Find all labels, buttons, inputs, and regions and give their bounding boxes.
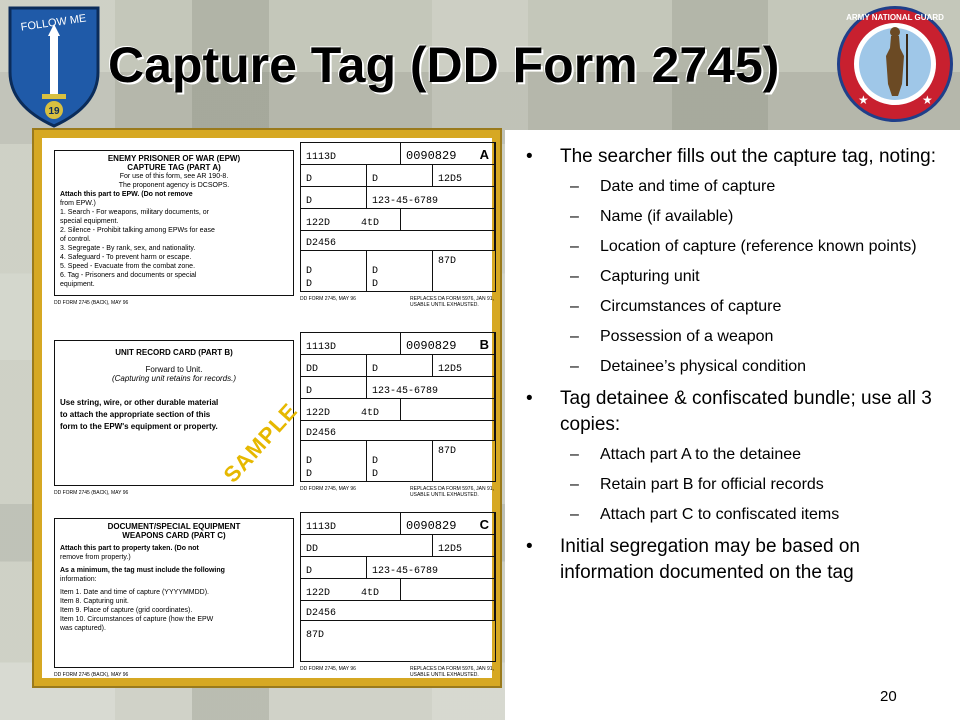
sub-bullet-item: – Retain part B for official records (570, 476, 824, 493)
part-b-unit-2: 4tD (361, 408, 380, 419)
bullet-list (520, 144, 950, 592)
sample-watermark: SAMPLE (218, 398, 303, 488)
slide-title: Capture Tag (DD Form 2745) (108, 37, 780, 93)
part-b-name-1: DD (306, 364, 319, 375)
sub-bullet-text: Possession of a weapon (600, 328, 774, 345)
sub-bullet-text: Capturing unit (600, 268, 700, 285)
part-a-title-1: ENEMY PRISONER OF WAR (EPW) (107, 154, 241, 163)
part-b-line: Forward to Unit. (145, 365, 203, 374)
form-part-a (50, 140, 494, 310)
form-sheet (42, 138, 492, 678)
part-b-serial: 0090829 (406, 339, 457, 353)
part-b-name-2: D (372, 364, 379, 375)
logo-number: 19 (48, 106, 60, 117)
sub-bullet-item: – Attach part A to the detainee (570, 446, 802, 463)
part-c-line: As a minimum, the tag must include the following (60, 567, 225, 574)
part-a-phys-2: D (372, 279, 379, 290)
part-a-title-2: CAPTURE TAG (PART A) (127, 163, 221, 172)
part-b-line: (Capturing unit retains for records.) (111, 374, 237, 383)
part-a-line: from EPW.) (60, 200, 96, 207)
part-b-footer-left: DD FORM 2745 (BACK), MAY 96 (54, 490, 129, 496)
part-a-line: of control. (60, 236, 91, 243)
part-c-footer-left: DD FORM 2745 (BACK), MAY 96 (54, 672, 129, 678)
sub-bullet-text: Location of capture (reference known points) (600, 238, 917, 255)
bullet-item: • Tag detainee & confiscated bundle; use all 3 copies: (520, 386, 950, 438)
sub-bullet-item: – Capturing unit (570, 268, 700, 285)
part-b-line: to attach the appropriate section of this (60, 410, 211, 419)
part-a-circ-1: D (306, 266, 313, 277)
page-number: 20 (880, 688, 897, 705)
part-a-line: 2. Silence - Prohibit talking among EPWs for ease (60, 227, 215, 234)
part-b-line: Use string, wire, or other durable material (60, 398, 219, 407)
part-a-name-1: D (306, 174, 313, 185)
sub-bullet-text: Attach part C to confiscated items (600, 506, 840, 523)
part-b-service-no: 123-45-6789 (372, 386, 439, 397)
part-a-dob: 12D5 (438, 174, 463, 185)
form-part-c (50, 510, 494, 680)
part-c-line: Item 8. Capturing unit. (60, 598, 129, 605)
bullet-item: • Initial segregation may be based on information documented on the tag (520, 534, 950, 586)
part-c-line: Attach this part to property taken. (Do not (60, 545, 199, 552)
part-b-data-grid (300, 332, 496, 482)
part-c-line: Item 10. Circumstances of capture (how the EPW (60, 616, 214, 623)
part-b-dob: 12D5 (438, 364, 463, 375)
part-b-unit: 122D (306, 408, 331, 419)
sub-bullet-item: – Circumstances of capture (570, 298, 782, 315)
part-a-line: 6. Tag - Prisoners and documents or special (60, 272, 197, 279)
sub-bullet-text: Circumstances of capture (600, 298, 782, 315)
part-a-data-grid (300, 142, 496, 292)
part-c-footer-right-1: DD FORM 2745, MAY 96 (300, 666, 356, 672)
part-b-letter: B (479, 337, 489, 352)
part-b-phys-2: D (372, 469, 379, 480)
part-c-unit-2: 4tD (361, 588, 380, 599)
part-c-dob: 12D5 (438, 544, 463, 555)
part-a-line: 5. Speed - Evacuate from the combat zone. (60, 263, 196, 270)
sub-bullet-text: Name (if available) (600, 208, 734, 225)
part-b-date-time: 1113D (306, 342, 337, 353)
part-a-line: The proponent agency is DCSOPS. (118, 182, 230, 189)
part-c-line: Item 9. Place of capture (grid coordinates). (60, 607, 193, 614)
part-a-rank: D (306, 196, 313, 207)
part-a-unit: 122D (306, 218, 331, 229)
sub-bullet-text: Detainee’s physical condition (600, 358, 807, 375)
part-c-date-time: 1113D (306, 522, 337, 533)
dd-form-2745-image (32, 128, 502, 688)
sub-bullet-text: Retain part B for official records (600, 476, 824, 493)
sub-bullet-item: – Name (if available) (570, 208, 734, 225)
part-c-line: information: (60, 576, 97, 583)
part-c-line: Item 1. Date and time of capture (YYYYMMDD). (60, 589, 209, 596)
part-a-phys-1: D (372, 266, 379, 277)
part-b-weapons: 87D (438, 446, 457, 457)
sub-bullet-item: – Location of capture (reference known points) (570, 238, 917, 255)
part-c-service-no: 123-45-6789 (372, 566, 439, 577)
part-c-instructions (54, 518, 294, 668)
seal-star-right: ★ (922, 93, 933, 107)
part-a-line: Attach this part to EPW. (Do not remove (60, 191, 193, 198)
part-a-line: For use of this form, see AR 190-8. (119, 173, 229, 180)
part-b-line: form to the EPW's equipment or property. (60, 422, 218, 431)
part-a-location: D2456 (306, 238, 337, 249)
part-a-line: 3. Segregate - By rank, sex, and nationality. (60, 245, 196, 252)
part-a-circ-2: D (306, 279, 313, 290)
part-a-footer-right-1: DD FORM 2745, MAY 96 (300, 296, 356, 302)
logo-motto: FOLLOW ME (20, 12, 88, 34)
part-a-letter: A (479, 147, 489, 162)
part-b-circ-2: D (306, 469, 313, 480)
part-b-rank: D (306, 386, 313, 397)
sub-bullet-item: – Possession of a weapon (570, 328, 774, 345)
part-a-line: equipment. (60, 281, 95, 288)
part-c-weapons: 87D (306, 630, 325, 641)
part-b-title: UNIT RECORD CARD (PART B) (115, 348, 233, 357)
sub-bullet-text: Date and time of capture (600, 178, 776, 195)
sub-bullet-text: Attach part A to the detainee (600, 446, 802, 463)
part-a-footer-right-2: REPLACES DA FORM 5976, JAN 91, USABLE UNTIL EXHAUSTED. (410, 296, 494, 308)
seal-text: ARMY NATIONAL GUARD (846, 13, 944, 22)
part-a-line: 1. Search - For weapons, military documents, or (60, 209, 210, 216)
part-c-title-1: DOCUMENT/SPECIAL EQUIPMENT (107, 522, 241, 531)
part-b-circ-1: D (306, 456, 313, 467)
part-a-instructions (54, 150, 294, 296)
part-a-unit-2: 4tD (361, 218, 380, 229)
part-a-line: 4. Safeguard - To prevent harm or escape. (60, 254, 192, 261)
bullet-item: • The searcher fills out the capture tag, noting: (520, 144, 950, 170)
part-b-location: D2456 (306, 428, 337, 439)
part-b-footer-right-2: REPLACES DA FORM 5976, JAN 91, USABLE UNTIL EXHAUSTED. (410, 486, 494, 498)
follow-me-infantry-logo (4, 2, 104, 128)
part-c-serial: 0090829 (406, 519, 457, 533)
part-c-footer-right-2: REPLACES DA FORM 5976, JAN 91, USABLE UNTIL EXHAUSTED. (410, 666, 494, 678)
part-b-phys-1: D (372, 456, 379, 467)
part-c-unit: 122D (306, 588, 331, 599)
seal-star-left: ★ (858, 93, 869, 107)
part-c-data-grid (300, 512, 496, 662)
sub-bullet-item: – Attach part C to confiscated items (570, 506, 840, 523)
part-a-footer-left: DD FORM 2745 (BACK), MAY 96 (54, 300, 129, 306)
part-c-title-2: WEAPONS CARD (PART C) (122, 531, 226, 540)
part-a-date-time: 1113D (306, 152, 337, 163)
part-c-line: was captured). (60, 625, 106, 632)
part-b-footer-right-1: DD FORM 2745, MAY 96 (300, 486, 356, 492)
sub-bullet-item: – Date and time of capture (570, 178, 776, 195)
part-a-weapons: 87D (438, 256, 457, 267)
army-national-guard-seal (836, 0, 954, 128)
part-a-service-no: 123-45-6789 (372, 196, 439, 207)
part-b-line (60, 383, 288, 397)
part-a-line: special equipment. (60, 218, 119, 225)
part-c-location: D2456 (306, 608, 337, 619)
part-c-name-1: DD (306, 544, 319, 555)
sub-bullet-item: – Detainee’s physical condition (570, 358, 807, 375)
part-c-rank: D (306, 566, 313, 577)
part-c-letter: C (479, 517, 489, 532)
part-c-line: remove from property.) (60, 554, 131, 561)
part-a-name-2: D (372, 174, 379, 185)
part-a-serial: 0090829 (406, 149, 457, 163)
